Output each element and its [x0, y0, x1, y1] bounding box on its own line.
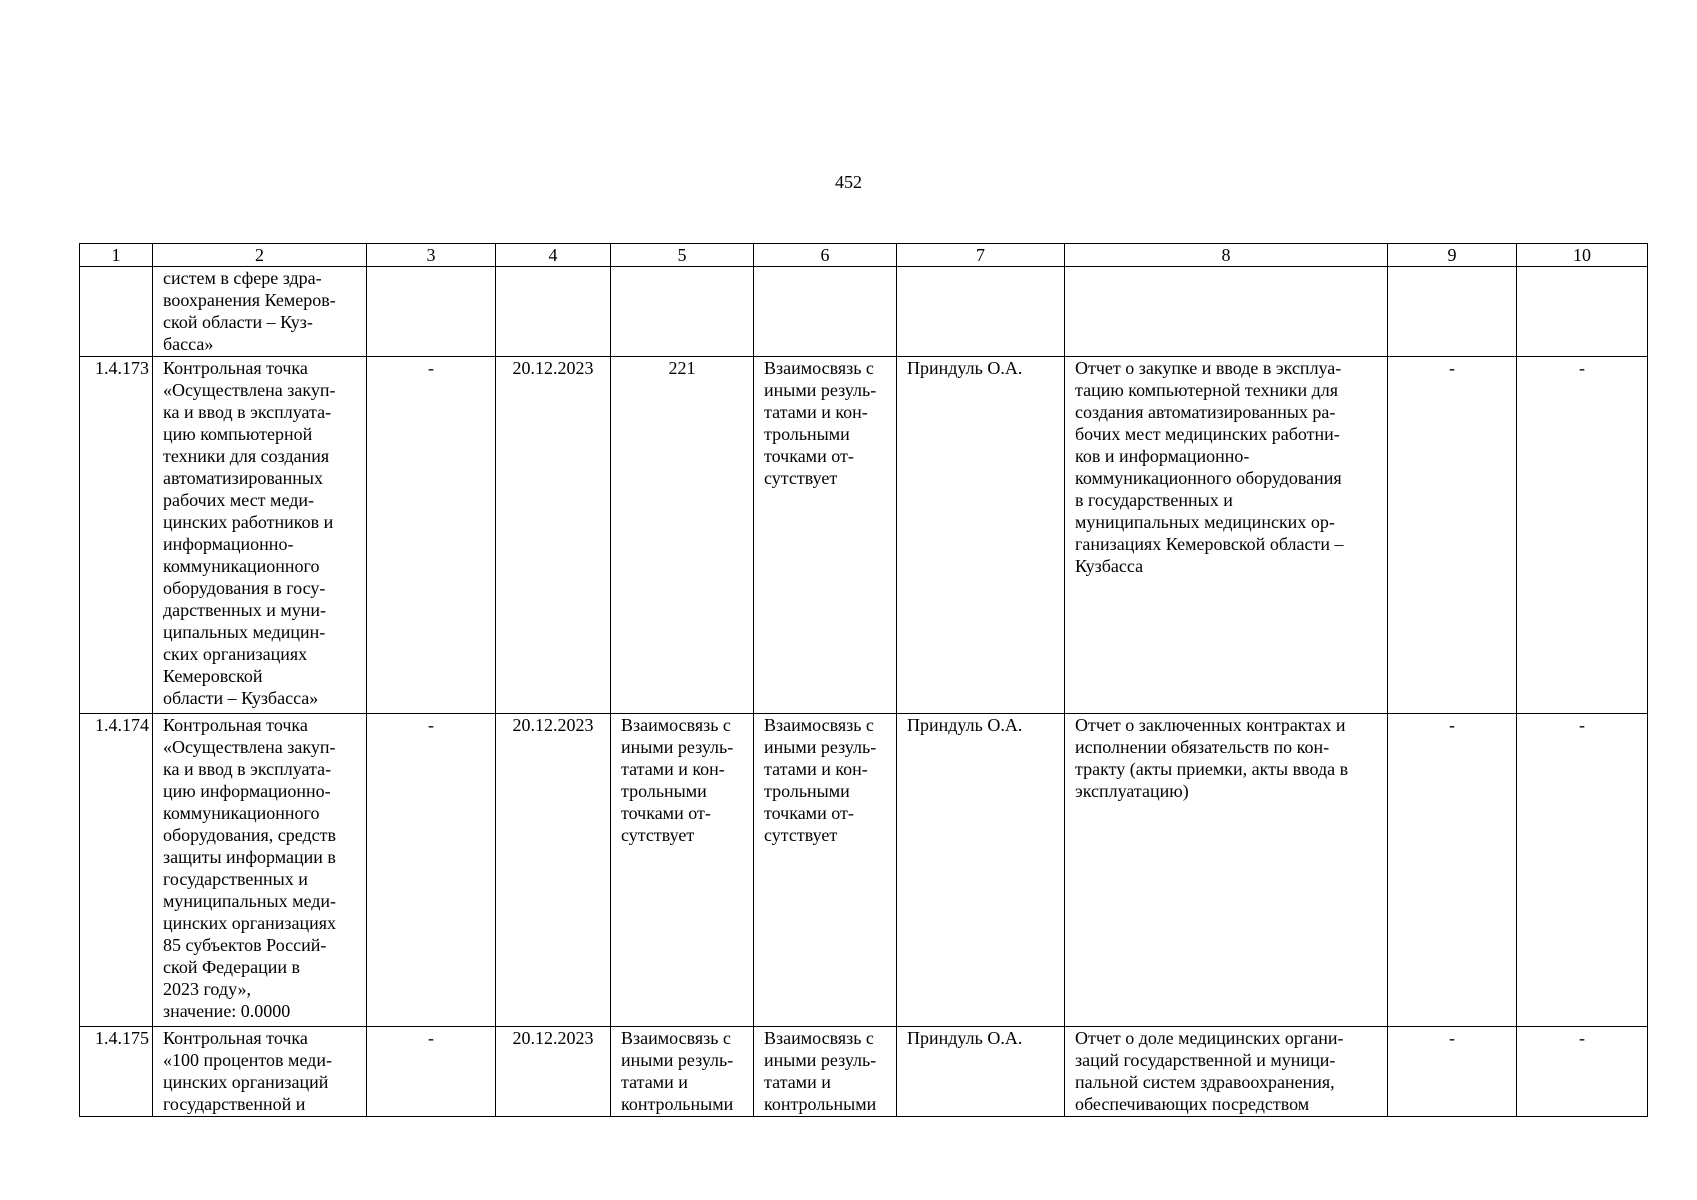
table-row [80, 1027, 1648, 1117]
control-points-table [79, 243, 1648, 1117]
table-row [80, 714, 1648, 1027]
cell-col-9: - [1388, 357, 1517, 714]
header-row [80, 244, 1648, 267]
cell-col-7 [897, 267, 1065, 357]
header-col-10: 10 [1517, 244, 1648, 267]
table-row-continuation [80, 267, 1648, 357]
cell-col-10 [1517, 267, 1648, 357]
cell-name: Контрольная точка «100 процентов меди- цинских организаций государственной и [153, 1027, 367, 1117]
cell-col-5: Взаимосвязь с иными резуль- татами и контрольными [611, 1027, 754, 1117]
cell-responsible: Приндуль О.А. [897, 357, 1065, 714]
cell-relation: Взаимосвязь с иными резуль- татами и контрольными [754, 1027, 897, 1117]
header-col-5: 5 [611, 244, 754, 267]
cell-date: 20.12.2023 [496, 714, 611, 1027]
cell-date: 20.12.2023 [496, 1027, 611, 1117]
cell-col-3: - [367, 1027, 496, 1117]
cell-col-9 [1388, 267, 1517, 357]
cell-col-8 [1065, 267, 1388, 357]
cell-responsible: Приндуль О.А. [897, 714, 1065, 1027]
cell-name: систем в сфере здра- воохранения Кемеров- ской области – Куз- басса» [153, 267, 367, 357]
cell-col-6 [754, 267, 897, 357]
cell-col-5: Взаимосвязь с иными резуль- татами и кон- трольными точками от- сутствует [611, 714, 754, 1027]
cell-col-5 [611, 267, 754, 357]
cell-relation: Взаимосвязь с иными резуль- татами и кон- трольными точками от- сутствует [754, 714, 897, 1027]
cell-relation: Взаимосвязь с иными резуль- татами и кон- трольными точками от- сутствует [754, 357, 897, 714]
cell-date: 20.12.2023 [496, 357, 611, 714]
cell-number [80, 267, 153, 357]
cell-col-9: - [1388, 714, 1517, 1027]
header-col-4: 4 [496, 244, 611, 267]
header-col-7: 7 [897, 244, 1065, 267]
cell-col-3: - [367, 357, 496, 714]
cell-responsible: Приндуль О.А. [897, 1027, 1065, 1117]
page-number: 452 [835, 172, 862, 192]
cell-number: 1.4.174 [80, 714, 153, 1027]
cell-col-5: 221 [611, 357, 754, 714]
cell-report: Отчет о доле медицинских органи- заций государственной и муници- пальной систем здравоохранения, обеспечивающих посредством [1065, 1027, 1388, 1117]
cell-col-9: - [1388, 1027, 1517, 1117]
cell-col-3: - [367, 714, 496, 1027]
cell-col-3 [367, 267, 496, 357]
table-row [80, 357, 1648, 714]
cell-number: 1.4.175 [80, 1027, 153, 1117]
header-col-6: 6 [754, 244, 897, 267]
cell-col-4 [496, 267, 611, 357]
cell-col-10: - [1517, 1027, 1648, 1117]
header-col-9: 9 [1388, 244, 1517, 267]
header-col-2: 2 [153, 244, 367, 267]
cell-col-10: - [1517, 714, 1648, 1027]
header-col-1: 1 [80, 244, 153, 267]
header-col-3: 3 [367, 244, 496, 267]
cell-col-10: - [1517, 357, 1648, 714]
cell-report: Отчет о заключенных контрактах и исполнении обязательств по кон- тракту (акты приемки, акты ввода в эксплуатацию) [1065, 714, 1388, 1027]
header-col-8: 8 [1065, 244, 1388, 267]
cell-name: Контрольная точка «Осуществлена закуп- ка и ввод в эксплуата- цию компьютерной техники для создания автоматизированных рабочих мест меди- цинских работников и информационно- коммуникационного оборудования в госу- дарственных и муни- ципальных медицин- ских организациях Кемеровской области – Кузбасса» [153, 357, 367, 714]
cell-name: Контрольная точка «Осуществлена закуп- ка и ввод в эксплуата- цию информационно- коммуникационного оборудования, средств защиты информации в государственных и муниципальных меди- цинских организациях 85 субъектов Россий- ской Федерации в 2023 году», значение: 0.0000 [153, 714, 367, 1027]
cell-report: Отчет о закупке и вводе в эксплуа- тацию компьютерной техники для создания автоматизированных ра- бочих мест медицинских работни- ков и информационно- коммуникационного оборудования в государственных и муниципальных медицинских ор- ганизациях Кемеровской области – Кузбасса [1065, 357, 1388, 714]
cell-number: 1.4.173 [80, 357, 153, 714]
